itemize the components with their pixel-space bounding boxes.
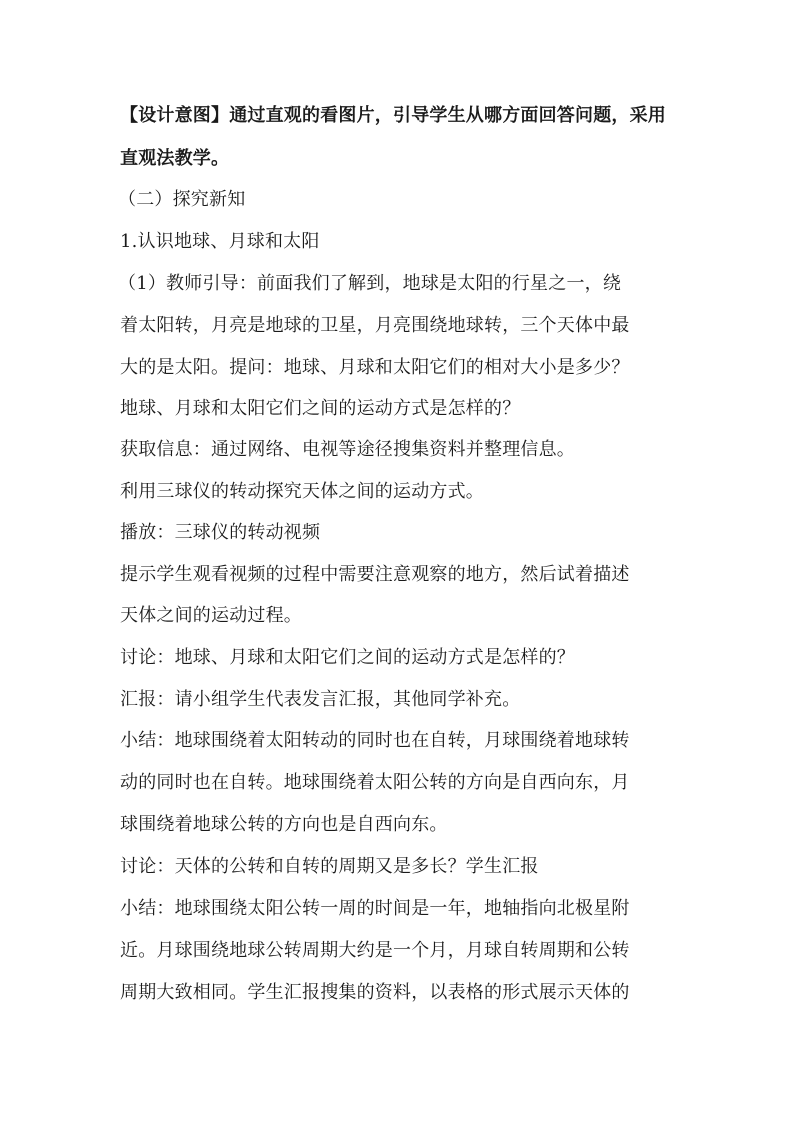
paragraph-line: 小结：地球围绕着太阳转动的同时也在自转，月球围绕着地球转	[120, 730, 630, 751]
paragraph-line: 利用三球仪的转动探究天体之间的运动方式。	[120, 481, 484, 502]
paragraph-line: 着太阳转，月亮是地球的卫星，月亮围绕地球转，三个天体中最	[120, 315, 630, 336]
paragraph-line: 大的是太阳。提问：地球、月球和太阳它们的相对大小是多少？	[120, 357, 630, 378]
paragraph-line: 小结：地球围绕太阳公转一周的时间是一年，地轴指向北极星附	[120, 898, 630, 919]
section-heading: （二）探究新知	[118, 189, 246, 210]
paragraph-line: 讨论：天体的公转和自转的周期又是多长？学生汇报	[120, 856, 539, 877]
design-intent-line-2: 直观法教学。	[120, 148, 230, 169]
paragraph-line: 天体之间的运动过程。	[120, 605, 302, 626]
paragraph-line: 汇报：请小组学生代表发言汇报，其他同学补充。	[120, 689, 521, 710]
paragraph-line: （1）教师引导：前面我们了解到，地球是太阳的行星之一，绕	[118, 273, 622, 294]
paragraph-line: 球围绕着地球公转的方向也是自西向东。	[120, 814, 448, 835]
paragraph-line: 讨论：地球、月球和太阳它们之间的运动方式是怎样的？	[120, 647, 575, 668]
paragraph-line: 获取信息：通过网络、电视等途径搜集资料并整理信息。	[120, 439, 575, 460]
paragraph-line: 播放：三球仪的转动视频	[120, 522, 321, 543]
paragraph-line: 提示学生观看视频的过程中需要注意观察的地方，然后试着描述	[120, 564, 630, 585]
paragraph-line: 周期大致相同。学生汇报搜集的资料，以表格的形式展示天体的	[120, 982, 630, 1003]
design-intent-line-1: 【设计意图】通过直观的看图片，引导学生从哪方面回答问题，采用	[120, 105, 666, 126]
paragraph-line: 地球、月球和太阳它们之间的运动方式是怎样的？	[120, 398, 521, 419]
paragraph-line: 动的同时也在自转。地球围绕着太阳公转的方向是自西向东，月	[120, 772, 630, 793]
paragraph-line: 近。月球围绕地球公转周期大约是一个月，月球自转周期和公转	[120, 940, 630, 961]
subsection-heading: 1.认识地球、月球和太阳	[120, 231, 320, 252]
